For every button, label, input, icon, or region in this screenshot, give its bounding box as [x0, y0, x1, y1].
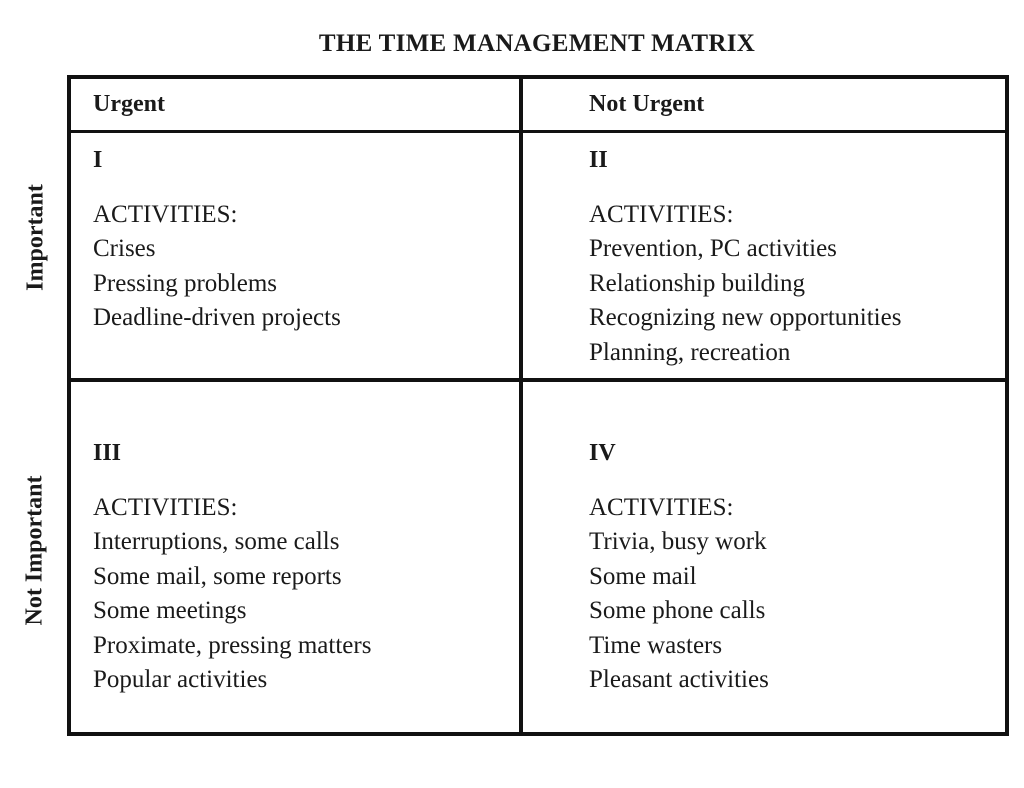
- activity-item: Relationship building: [589, 269, 805, 297]
- activity-item: Some phone calls: [589, 597, 766, 624]
- activity-item: Time wasters: [589, 631, 723, 659]
- activity-item: Some meetings: [93, 597, 247, 624]
- vertical-divider: [519, 79, 523, 732]
- activity-item: Popular activities: [93, 666, 268, 693]
- middle-divider: [71, 378, 1005, 382]
- activities-heading: ACTIVITIES:: [589, 493, 734, 521]
- activity-item: Prevention, PC activities: [589, 235, 837, 262]
- quadrant-1: [93, 143, 341, 336]
- activities-heading: ACTIVITIES:: [589, 200, 734, 228]
- activity-item: Planning, recreation: [589, 338, 791, 366]
- row-label-not-important: Not Important: [21, 475, 48, 626]
- matrix-title: THE TIME MANAGEMENT MATRIX: [318, 30, 756, 57]
- activity-item: Pleasant activities: [589, 666, 769, 693]
- quadrant-4: [589, 436, 769, 698]
- activity-item: Crises: [93, 235, 156, 262]
- column-header-not-urgent: Not Urgent: [589, 91, 705, 117]
- activities-heading: ACTIVITIES:: [93, 493, 238, 521]
- activity-item: Trivia, busy work: [589, 528, 767, 555]
- quadrant-number: II: [589, 147, 608, 173]
- time-management-matrix: [67, 75, 1009, 736]
- activity-item: Some mail, some reports: [93, 562, 342, 590]
- activity-item: Deadline-driven projects: [93, 304, 341, 331]
- quadrant-number: IV: [589, 440, 616, 466]
- activities-heading: ACTIVITIES:: [93, 200, 238, 228]
- column-header-urgent: Urgent: [93, 91, 165, 117]
- activity-item: Interruptions, some calls: [93, 528, 340, 555]
- row-label-important: Important: [22, 184, 49, 291]
- activity-item: Some mail: [589, 562, 697, 590]
- header-divider: [71, 130, 1005, 133]
- quadrant-number: I: [93, 147, 103, 173]
- quadrant-2: [589, 143, 901, 370]
- activity-item: Recognizing new opportunities: [589, 304, 902, 331]
- activity-item: Pressing problems: [93, 269, 278, 297]
- quadrant-number: III: [93, 440, 122, 466]
- quadrant-3: [93, 436, 371, 698]
- activity-item: Proximate, pressing matters: [93, 631, 372, 659]
